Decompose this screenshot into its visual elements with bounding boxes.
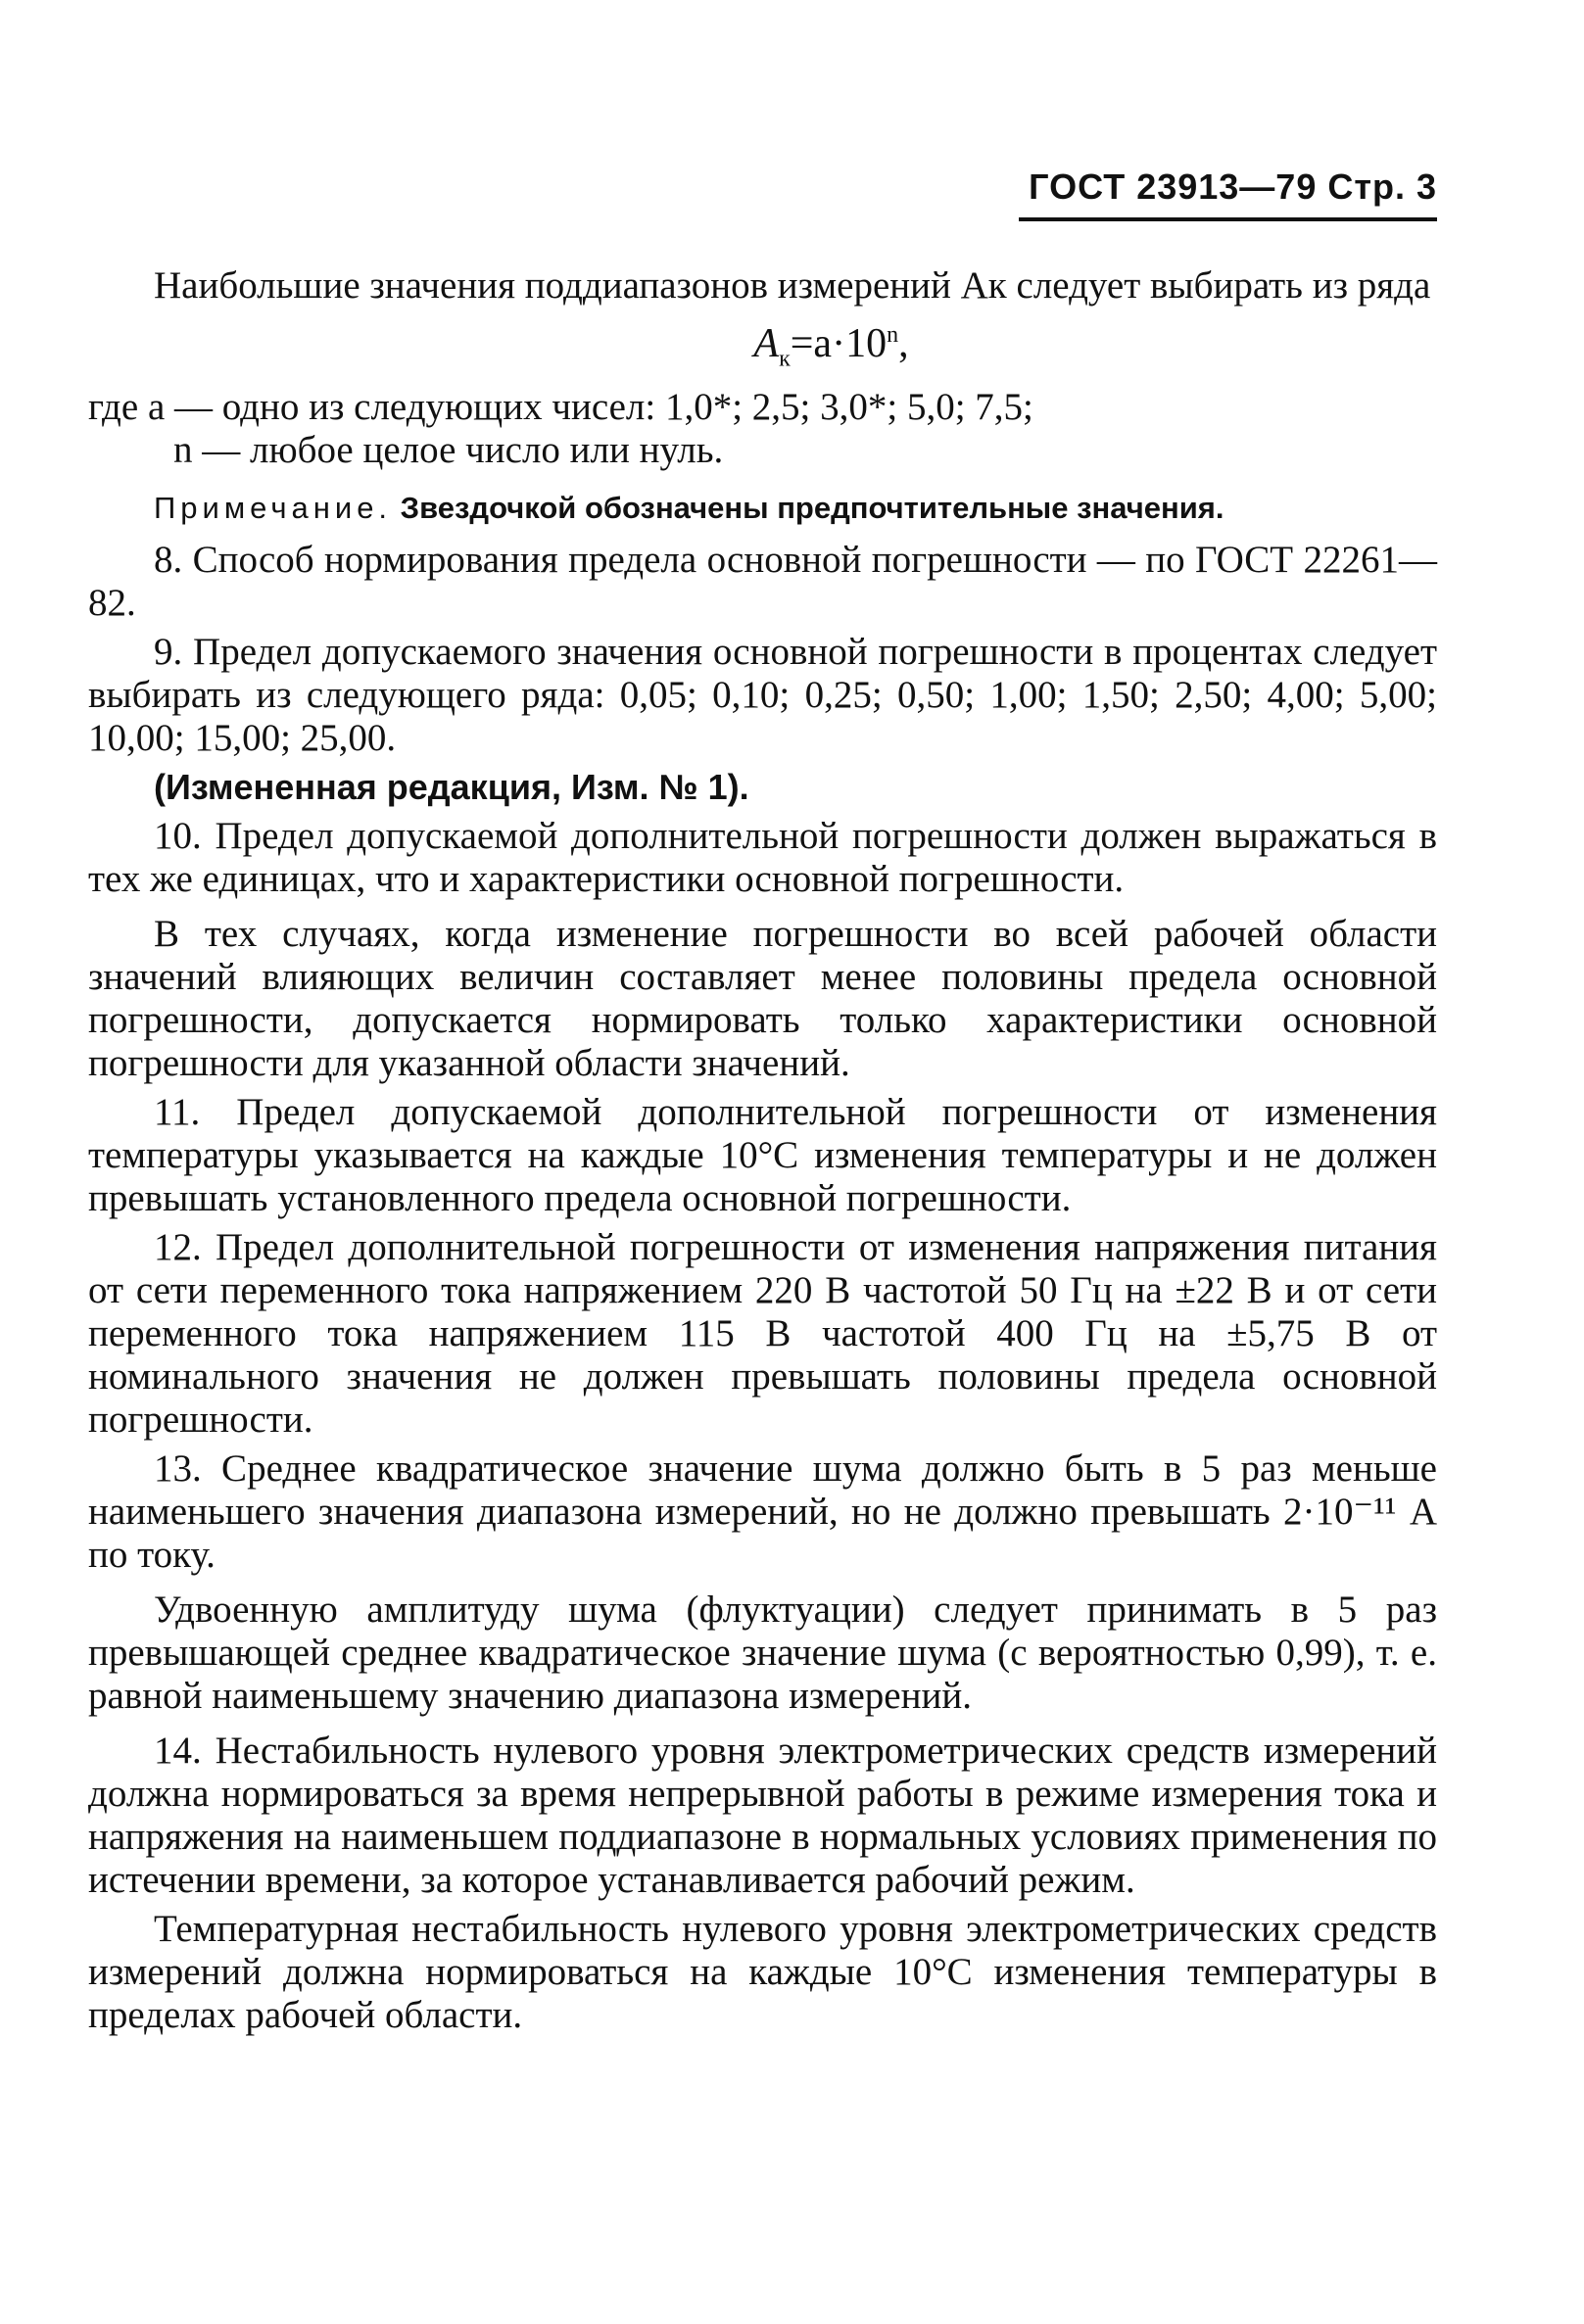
paragraph-13: 13. Среднее квадратическое значение шума должно быть в 5 раз меньше наименьшего значения диапазона измерений, но не должно превышать 2·10⁻¹¹ А по току.: [88, 1447, 1437, 1577]
formula-mid: =a·10: [790, 321, 888, 366]
paragraph-10: 10. Предел допускаемой дополнительной погрешности должен выражаться в тех же единицах, что и характеристики основной погрешности.: [88, 815, 1437, 901]
paragraph-12: 12. Предел дополнительной погрешности от изменения напряжения питания от сети переменного тока напряжением 220 В частотой 50 Гц на ±22 В и от сети переменного тока напряжением 115 В частотой 400 Гц на ±5,75 В от номинального значения не должен превышать половины предела основной погрешности.: [88, 1226, 1437, 1442]
note: [88, 488, 1437, 529]
paragraph-9: 9. Предел допускаемого значения основной погрешности в процентах следует выбирать из следующего ряда: 0,05; 0,10; 0,25; 0,50; 1,00; 1,50; 2,50; 4,00; 5,00; 10,00; 15,00; 25,00.: [88, 631, 1437, 760]
document-body: [88, 264, 1437, 2043]
paragraph-11: 11. Предел допускаемой дополнительной погрешности от изменения температуры указывается на каждые 10°С изменения температуры и не должен превышать установленного предела основной погрешности.: [88, 1091, 1437, 1220]
note-text: Звездочкой обозначены предпочтительные значения.: [400, 491, 1224, 526]
paragraph-8: 8. Способ нормирования предела основной погрешности — по ГОСТ 22261—82.: [88, 539, 1437, 625]
amendment-note: (Измененная редакция, Изм. № 1).: [154, 767, 749, 808]
where-n: n — любое целое число или нуль.: [173, 429, 724, 472]
paragraph-10b: В тех случаях, когда изменение погрешности во всей рабочей области значений влияющих величин составляет менее половины предела основной погрешности, допускается нормировать только характеристики основной погрешности для указанной области значений.: [88, 913, 1437, 1085]
paragraph-14: 14. Нестабильность нулевого уровня электрометрических средств измерений должна нормироваться за время непрерывной работы в режиме измерения тока и напряжения на наименьшем поддиапазоне в нормальных условиях применения по истечении времени, за которое устанавливается рабочий режим.: [88, 1730, 1437, 1902]
paragraph-ranges: Наибольшие значения поддиапазонов измерений Aк следует выбирать из ряда: [154, 264, 1431, 307]
paragraph-13b: Удвоенную амплитуду шума (флуктуации) следует принимать в 5 раз превышающей среднее квадратическое значение шума (с вероятностью 0,99), т. е. равной наименьшему значению диапазона измерений.: [88, 1589, 1437, 1718]
formula-tail: ,: [898, 321, 909, 366]
formula-lhs: A: [753, 321, 780, 366]
formula: [88, 313, 1437, 380]
formula-sub: к: [779, 346, 791, 372]
paragraph-14b: Температурная нестабильность нулевого уровня электрометрических средств измерений должна нормироваться на каждые 10°С изменения температуры в пределах рабочей области.: [88, 1908, 1437, 2037]
header-rule: [1019, 217, 1437, 221]
formula-sup: n: [887, 322, 899, 348]
note-label: Примечание.: [154, 491, 393, 526]
page-header: ГОСТ 23913—79 Стр. 3: [1029, 166, 1437, 207]
where-a: где a — одно из следующих чисел: 1,0*; 2,5; 3,0*; 5,0; 7,5;: [88, 386, 1033, 429]
